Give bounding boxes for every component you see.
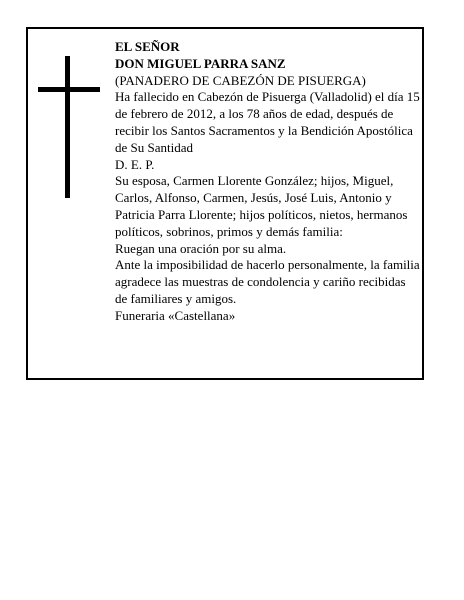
- cross-horizontal-bar: [38, 87, 100, 92]
- obituary-title: EL SEÑOR: [115, 39, 180, 54]
- obituary-text: [115, 39, 421, 325]
- prayer-request: Ruegan una oración por su alma.: [115, 240, 287, 256]
- obituary-notice: [26, 27, 424, 380]
- thanks-message: Ante la imposibilidad de hacerlo personalmente, la familia agradece las muestras de condolencia y cariño recibidas de familiares y amigos.: [115, 257, 420, 306]
- rip-line: D. E. P.: [115, 156, 155, 172]
- cross-vertical-bar: [65, 56, 70, 198]
- deceased-name: DON MIGUEL PARRA SANZ: [115, 55, 286, 71]
- cross-icon: [38, 56, 100, 198]
- family-list: Su esposa, Carmen Llorente González; hijos, Miguel, Carlos, Alfonso, Carmen, Jesús, José Luis, Antonio y Patricia Parra Llorente; hijos políticos, nietos, hermanos políticos, sobrinos, primos y demás familia:: [115, 173, 408, 239]
- funeral-home: Funeraria «Castellana»: [115, 307, 236, 323]
- deceased-occupation: (PANADERO DE CABEZÓN DE PISUERGA): [115, 72, 366, 88]
- death-statement: Ha fallecido en Cabezón de Pisuerga (Valladolid) el día 15 de febrero de 2012, a los 78 años de edad, después de recibir los Santos Sacramentos y la Bendición Apostólica de Su Santidad: [115, 89, 420, 155]
